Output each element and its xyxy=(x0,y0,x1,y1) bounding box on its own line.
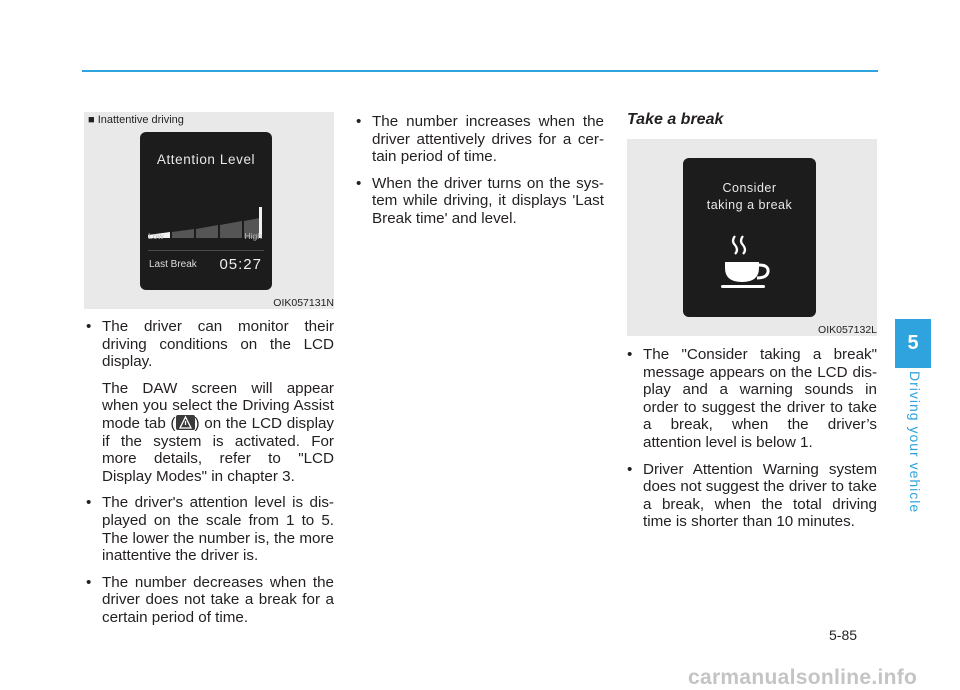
right-column-bullets xyxy=(627,346,877,531)
screen-line-1: Consider xyxy=(722,181,777,195)
bullet-text: The "Consider taking a break" message appears on the LCD dis-play and a warning sounds in order to suggest the driver to take a break, when the driver’s attention level is below 1. xyxy=(643,346,877,451)
list-item xyxy=(86,574,334,627)
page-number: 5-85 xyxy=(829,627,858,643)
bullet-text: Driver Attention Warning system does not suggest the driver to take a break, when the total driving time is shorter than 10 minutes. xyxy=(643,460,877,531)
chapter-title: Driving your vehicle xyxy=(907,371,923,514)
scale-high-label: High xyxy=(244,231,262,241)
coffee-cup-icon xyxy=(721,232,781,292)
figure-code: OIK057131N xyxy=(273,297,334,309)
figure-caption: ■ Inattentive driving xyxy=(88,114,184,126)
bullet-text: When the driver turns on the sys-tem while driving, it displays 'Last Break time' and level. xyxy=(372,174,604,227)
screen-line-2: taking a break xyxy=(706,198,793,212)
list-item xyxy=(86,318,334,485)
list-item xyxy=(86,494,334,564)
top-rule xyxy=(82,70,878,72)
scale-low-label: Low xyxy=(148,231,164,241)
list-item xyxy=(356,113,604,166)
bullet-text: The driver can monitor their driving conditions on the LCD display. xyxy=(102,318,334,371)
take-a-break-screen xyxy=(683,158,816,317)
last-break-divider xyxy=(148,250,264,251)
driving-assist-icon xyxy=(176,415,195,430)
take-a-break-figure xyxy=(627,139,877,336)
last-break-time: 05:27 xyxy=(219,256,262,273)
attention-level-screen xyxy=(140,132,272,290)
scale-bar-2 xyxy=(172,229,194,238)
scale-bar-3 xyxy=(196,225,218,238)
last-break-label: Last Break xyxy=(149,259,197,270)
attention-level-figure xyxy=(84,112,334,309)
middle-column-bullets xyxy=(356,113,604,228)
bullet-text: The driver's attention level is dis-played on the scale from 1 to 5. The lower the number is, the more inattentive the driver is. xyxy=(102,494,334,565)
watermark: carmanualsonline.info xyxy=(688,666,918,689)
bullet-text: The number increases when the driver attentively drives for a cer-tain period of time. xyxy=(372,113,604,166)
chapter-number-tab: 5 xyxy=(895,319,931,368)
list-item xyxy=(627,346,877,452)
figure-code: OIK057132L xyxy=(818,324,877,336)
list-item xyxy=(356,175,604,228)
bullet-text: The number decreases when the driver does not take a break for a certain period of time. xyxy=(102,573,334,626)
bullet-subparagraph: The DAW screen will appear when you select the Driving Assist mode tab ( ) on the LCD display if the system is activated. For more details, refer to "LCD Display Modes" in chapter 3. xyxy=(102,379,334,485)
scale-bar-4 xyxy=(220,221,242,238)
section-title: Take a break xyxy=(627,111,724,128)
left-column-bullets xyxy=(86,318,334,627)
list-item xyxy=(627,461,877,531)
screen-title: Attention Level xyxy=(156,152,256,167)
